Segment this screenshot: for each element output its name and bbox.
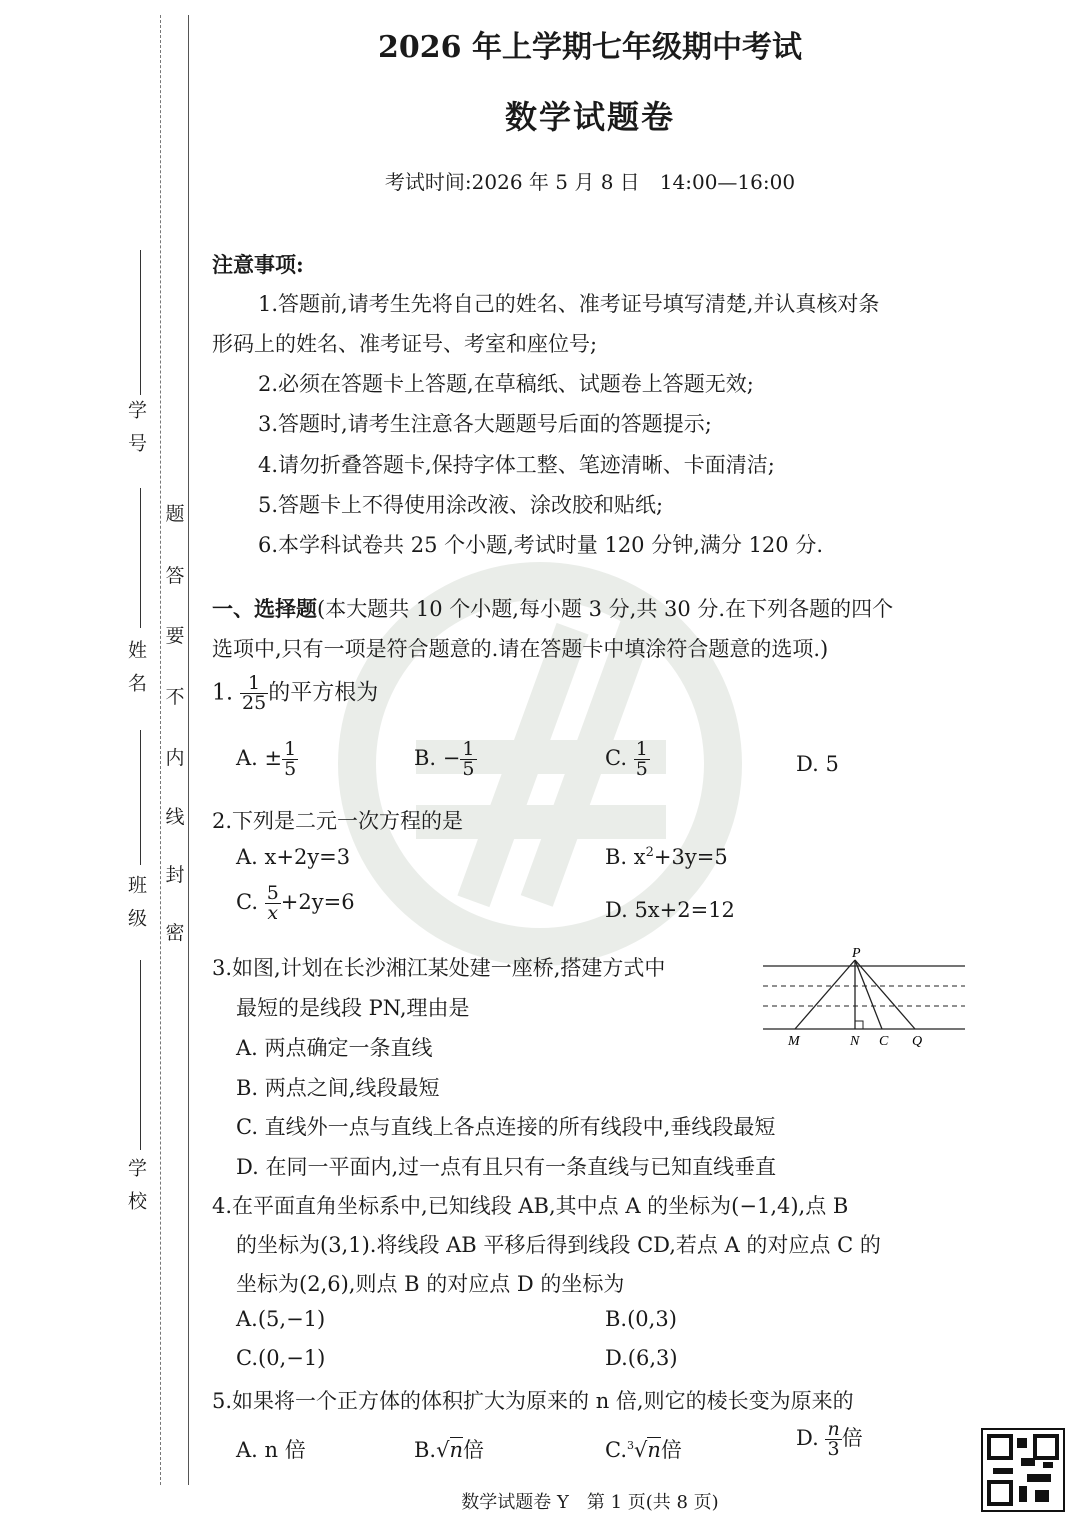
seal-char: 内 bbox=[165, 747, 185, 769]
radicand: n bbox=[449, 1438, 464, 1462]
fraction bbox=[825, 1420, 841, 1459]
qr-module-block bbox=[1017, 1438, 1027, 1448]
field-line bbox=[140, 960, 141, 1150]
q3-option-a: A. 两点确定一条直线 bbox=[236, 1036, 433, 1060]
section-desc: (本大题共 10 个小题,每小题 3 分,共 30 分.在下列各题的四个 bbox=[317, 597, 894, 621]
question-3-stem-line2: 最短的是线段 PN,理由是 bbox=[236, 996, 470, 1020]
q5-option-d bbox=[796, 1420, 863, 1459]
q2-option-d: D. 5x+2=12 bbox=[605, 898, 735, 922]
q2-option-b bbox=[605, 845, 728, 869]
q2-option-a: A. x+2y=3 bbox=[236, 845, 351, 869]
option-label: D. bbox=[796, 1426, 819, 1450]
numerator: 5 bbox=[266, 882, 279, 904]
seal-char: 密 bbox=[165, 922, 185, 944]
notice-item: 6.本学科试卷共 25 个小题,考试时量 120 分钟,满分 120 分. bbox=[258, 533, 823, 557]
fraction bbox=[282, 740, 298, 779]
option-label: B. x bbox=[605, 845, 646, 869]
field-line bbox=[140, 730, 141, 865]
qr-module-block bbox=[1043, 1462, 1053, 1468]
field-label-char: 班级 bbox=[125, 875, 147, 941]
seal-char: 不 bbox=[165, 686, 185, 708]
option-label: C. bbox=[605, 746, 627, 770]
label-Q: Q bbox=[912, 1034, 923, 1049]
denominator: 5 bbox=[635, 758, 648, 780]
q3-option-d: D. 在同一平面内,过一点有且只有一条直线与已知直线垂直 bbox=[236, 1155, 777, 1179]
q3-option-c: C. 直线外一点与直线上各点连接的所有线段中,垂线段最短 bbox=[236, 1115, 776, 1139]
notice-item: 1.答题前,请考生先将自己的姓名、准考证号填写清楚,并认真核对条 bbox=[258, 292, 880, 316]
option-suffix: 倍 bbox=[660, 1438, 682, 1462]
question-4-stem-line3: 坐标为(2,6),则点 B 的对应点 D 的坐标为 bbox=[236, 1272, 625, 1296]
question-3-stem-line1: 3.如图,计划在长沙湘江某处建一座桥,搭建方式中 bbox=[212, 956, 666, 980]
question-number: 1. bbox=[212, 680, 233, 706]
q1-option-b bbox=[414, 740, 477, 779]
option-prefix: ± bbox=[264, 746, 283, 770]
notice-item: 2.必须在答题卡上答题,在草稿纸、试题卷上答题无效; bbox=[258, 372, 754, 396]
seal-char: 线 bbox=[165, 806, 185, 828]
section-title: 一、选择题 bbox=[212, 596, 317, 621]
question-5-stem: 5.如果将一个正方体的体积扩大为原来的 n 倍,则它的棱长变为原来的 bbox=[212, 1389, 854, 1413]
q3-option-b: B. 两点之间,线段最短 bbox=[236, 1076, 440, 1100]
denominator: 3 bbox=[827, 1438, 840, 1460]
option-rest: +3y=5 bbox=[653, 845, 728, 869]
question-2-stem: 2.下列是二元一次方程的是 bbox=[212, 809, 464, 833]
right-angle-mark bbox=[855, 1021, 863, 1029]
q2-option-c bbox=[236, 884, 355, 923]
option-label: C. bbox=[605, 1438, 627, 1462]
fraction bbox=[460, 740, 476, 779]
numerator: n bbox=[827, 1418, 840, 1440]
label-C: C bbox=[879, 1034, 889, 1049]
section-heading-line bbox=[212, 593, 893, 623]
segment-PC bbox=[855, 960, 882, 1029]
label-P: P bbox=[852, 946, 861, 961]
q4-option-c: C.(0,−1) bbox=[236, 1346, 326, 1370]
q4-option-a: A.(5,−1) bbox=[236, 1307, 326, 1331]
question-text: 的平方根为 bbox=[268, 680, 379, 706]
option-prefix: − bbox=[442, 746, 461, 770]
superscript: 2 bbox=[645, 845, 654, 860]
notice-item: 形码上的姓名、准考证号、考室和座位号; bbox=[212, 332, 598, 356]
exam-title: 2026 年上学期七年级期中考试 bbox=[378, 30, 802, 65]
field-line bbox=[140, 250, 141, 395]
root-index: 3 bbox=[627, 1439, 634, 1452]
paper-subtitle: 数学试题卷 bbox=[504, 98, 675, 136]
q3-bridge-figure bbox=[755, 945, 970, 1050]
q1-option-a bbox=[236, 740, 298, 779]
sqrt-sign: √ bbox=[436, 1438, 450, 1462]
denominator: 5 bbox=[284, 758, 297, 780]
fraction bbox=[265, 884, 281, 923]
section-desc-line2: 选项中,只有一项是符合题意的.请在答题卡中填涂符合题意的选项.) bbox=[212, 637, 829, 661]
seal-char: 要 bbox=[165, 625, 185, 647]
question-4-stem-line1: 4.在平面直角坐标系中,已知线段 AB,其中点 A 的坐标为(−1,4),点 B bbox=[212, 1194, 849, 1218]
denominator: x bbox=[267, 902, 279, 924]
label-M: M bbox=[788, 1034, 800, 1049]
qr-module-block bbox=[993, 1468, 1013, 1474]
notice-item: 5.答题卡上不得使用涂改液、涂改胶和贴纸; bbox=[258, 493, 664, 517]
sqrt-sign: √ bbox=[634, 1438, 648, 1462]
segment-PM bbox=[795, 960, 855, 1029]
question-1-stem bbox=[212, 674, 378, 713]
q5-option-b bbox=[414, 1434, 484, 1464]
denominator: 5 bbox=[462, 758, 475, 780]
option-label: C. bbox=[236, 890, 258, 914]
seal-char: 封 bbox=[165, 864, 185, 886]
field-label-char: 学号 bbox=[125, 400, 147, 466]
label-N: N bbox=[850, 1034, 860, 1049]
exam-time: 考试时间:2026 年 5 月 8 日 14:00—16:00 bbox=[384, 170, 796, 194]
qr-finder-top-right bbox=[1033, 1434, 1059, 1460]
notice-heading: 注意事项: bbox=[212, 252, 304, 277]
notice-item: 4.请勿折叠答题卡,保持字体工整、笔迹清晰、卡面清洁; bbox=[258, 453, 775, 477]
qr-finder-top-left bbox=[987, 1434, 1013, 1460]
q5-option-c bbox=[605, 1434, 682, 1464]
fraction bbox=[634, 740, 650, 779]
notice-item: 3.答题时,请考生注意各大题题号后面的答题提示; bbox=[258, 412, 712, 436]
page-footer: 数学试题卷 Y 第 1 页(共 8 页) bbox=[461, 1492, 719, 1513]
option-rest: +2y=6 bbox=[280, 890, 355, 914]
question-4-stem-line2: 的坐标为(3,1).将线段 AB 平移后得到线段 CD,若点 A 的对应点 C 的 bbox=[236, 1233, 881, 1257]
numerator: 1 bbox=[284, 738, 297, 760]
option-suffix: 倍 bbox=[463, 1438, 485, 1462]
field-label-char: 学校 bbox=[125, 1158, 147, 1224]
q5-option-a: A. n 倍 bbox=[236, 1438, 306, 1462]
segment-PQ bbox=[855, 960, 915, 1029]
field-line bbox=[140, 488, 141, 628]
field-label-char: 姓名 bbox=[125, 640, 147, 706]
qr-module-block bbox=[1027, 1474, 1051, 1482]
option-label: B. bbox=[414, 1438, 437, 1462]
option-suffix: 倍 bbox=[841, 1426, 863, 1450]
q4-option-b: B.(0,3) bbox=[605, 1307, 677, 1331]
numerator: 1 bbox=[635, 738, 648, 760]
seal-char: 题 bbox=[165, 503, 185, 525]
numerator: 1 bbox=[240, 674, 268, 694]
radicand: n bbox=[647, 1438, 661, 1462]
q1-option-c bbox=[605, 740, 650, 779]
seal-char: 答 bbox=[165, 565, 185, 587]
qr-module-block bbox=[1021, 1458, 1035, 1466]
q4-option-d: D.(6,3) bbox=[605, 1346, 678, 1370]
fraction bbox=[240, 674, 268, 713]
option-label: B. bbox=[414, 746, 437, 770]
q1-option-d: D. 5 bbox=[796, 752, 839, 776]
option-label: A. bbox=[236, 746, 258, 770]
denominator: 25 bbox=[242, 692, 267, 714]
numerator: 1 bbox=[462, 738, 475, 760]
